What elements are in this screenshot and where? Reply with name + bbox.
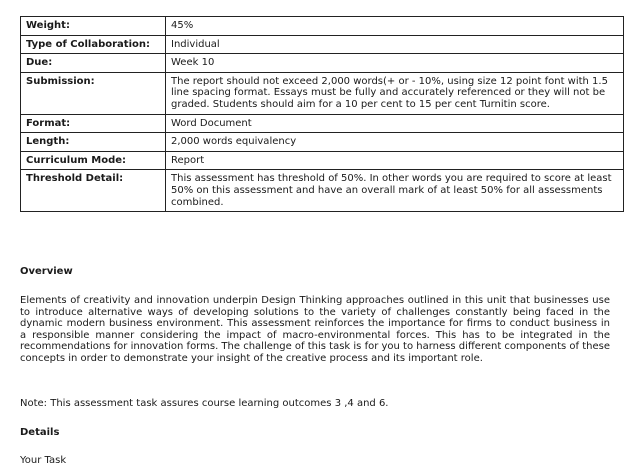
table-row — [21, 133, 624, 152]
row-label: Length: — [21, 133, 166, 152]
learning-outcomes-note: Note: This assessment task assures course learning outcomes 3 ,4 and 6. — [20, 398, 389, 409]
table-row — [21, 114, 624, 133]
overview-heading: Overview — [20, 266, 73, 277]
row-label: Due: — [21, 54, 166, 73]
row-value: The report should not exceed 2,000 words(+ or - 10%, using size 12 point font with 1.5 line spacing format. Essays must be fully and accurately referenced or they will not be graded. Students should aim for a 10 per cent to 15 per cent Turnitin score. — [166, 72, 624, 114]
table-row — [21, 170, 624, 212]
row-value: 45% — [166, 17, 624, 36]
table-row — [21, 54, 624, 73]
row-value: Word Document — [166, 114, 624, 133]
table-row — [21, 151, 624, 170]
overview-paragraph: Elements of creativity and innovation underpin Design Thinking approaches outlined in this unit that businesses use to introduce alternative ways of developing solutions to the variety of challenges constantly being faced in the dynamic modern business environment. This assessment reinforces the importance for firms to conduct business in a responsible manner considering the impact of macro-environmental forces. This has to be integrated in the recommendations for innovation forms. The challenge of this task is for you to harness different components of these concepts in order to demonstrate your insight of the creative process and its important role. — [20, 295, 610, 364]
assessment-info-table — [20, 16, 624, 212]
table-row — [21, 72, 624, 114]
row-label: Curriculum Mode: — [21, 151, 166, 170]
row-value: Individual — [166, 35, 624, 54]
row-label: Weight: — [21, 17, 166, 36]
row-value: Report — [166, 151, 624, 170]
your-task-label: Your Task — [20, 455, 67, 466]
table-row — [21, 35, 624, 54]
row-label: Submission: — [21, 72, 166, 114]
row-label: Format: — [21, 114, 166, 133]
row-value: This assessment has threshold of 50%. In other words you are required to score at least 50% on this assessment and have an overall mark of at least 50% for all assessments combined. — [166, 170, 624, 212]
row-label: Threshold Detail: — [21, 170, 166, 212]
table-row — [21, 17, 624, 36]
row-value: 2,000 words equivalency — [166, 133, 624, 152]
details-heading: Details — [20, 427, 60, 438]
row-value: Week 10 — [166, 54, 624, 73]
row-label: Type of Collaboration: — [21, 35, 166, 54]
